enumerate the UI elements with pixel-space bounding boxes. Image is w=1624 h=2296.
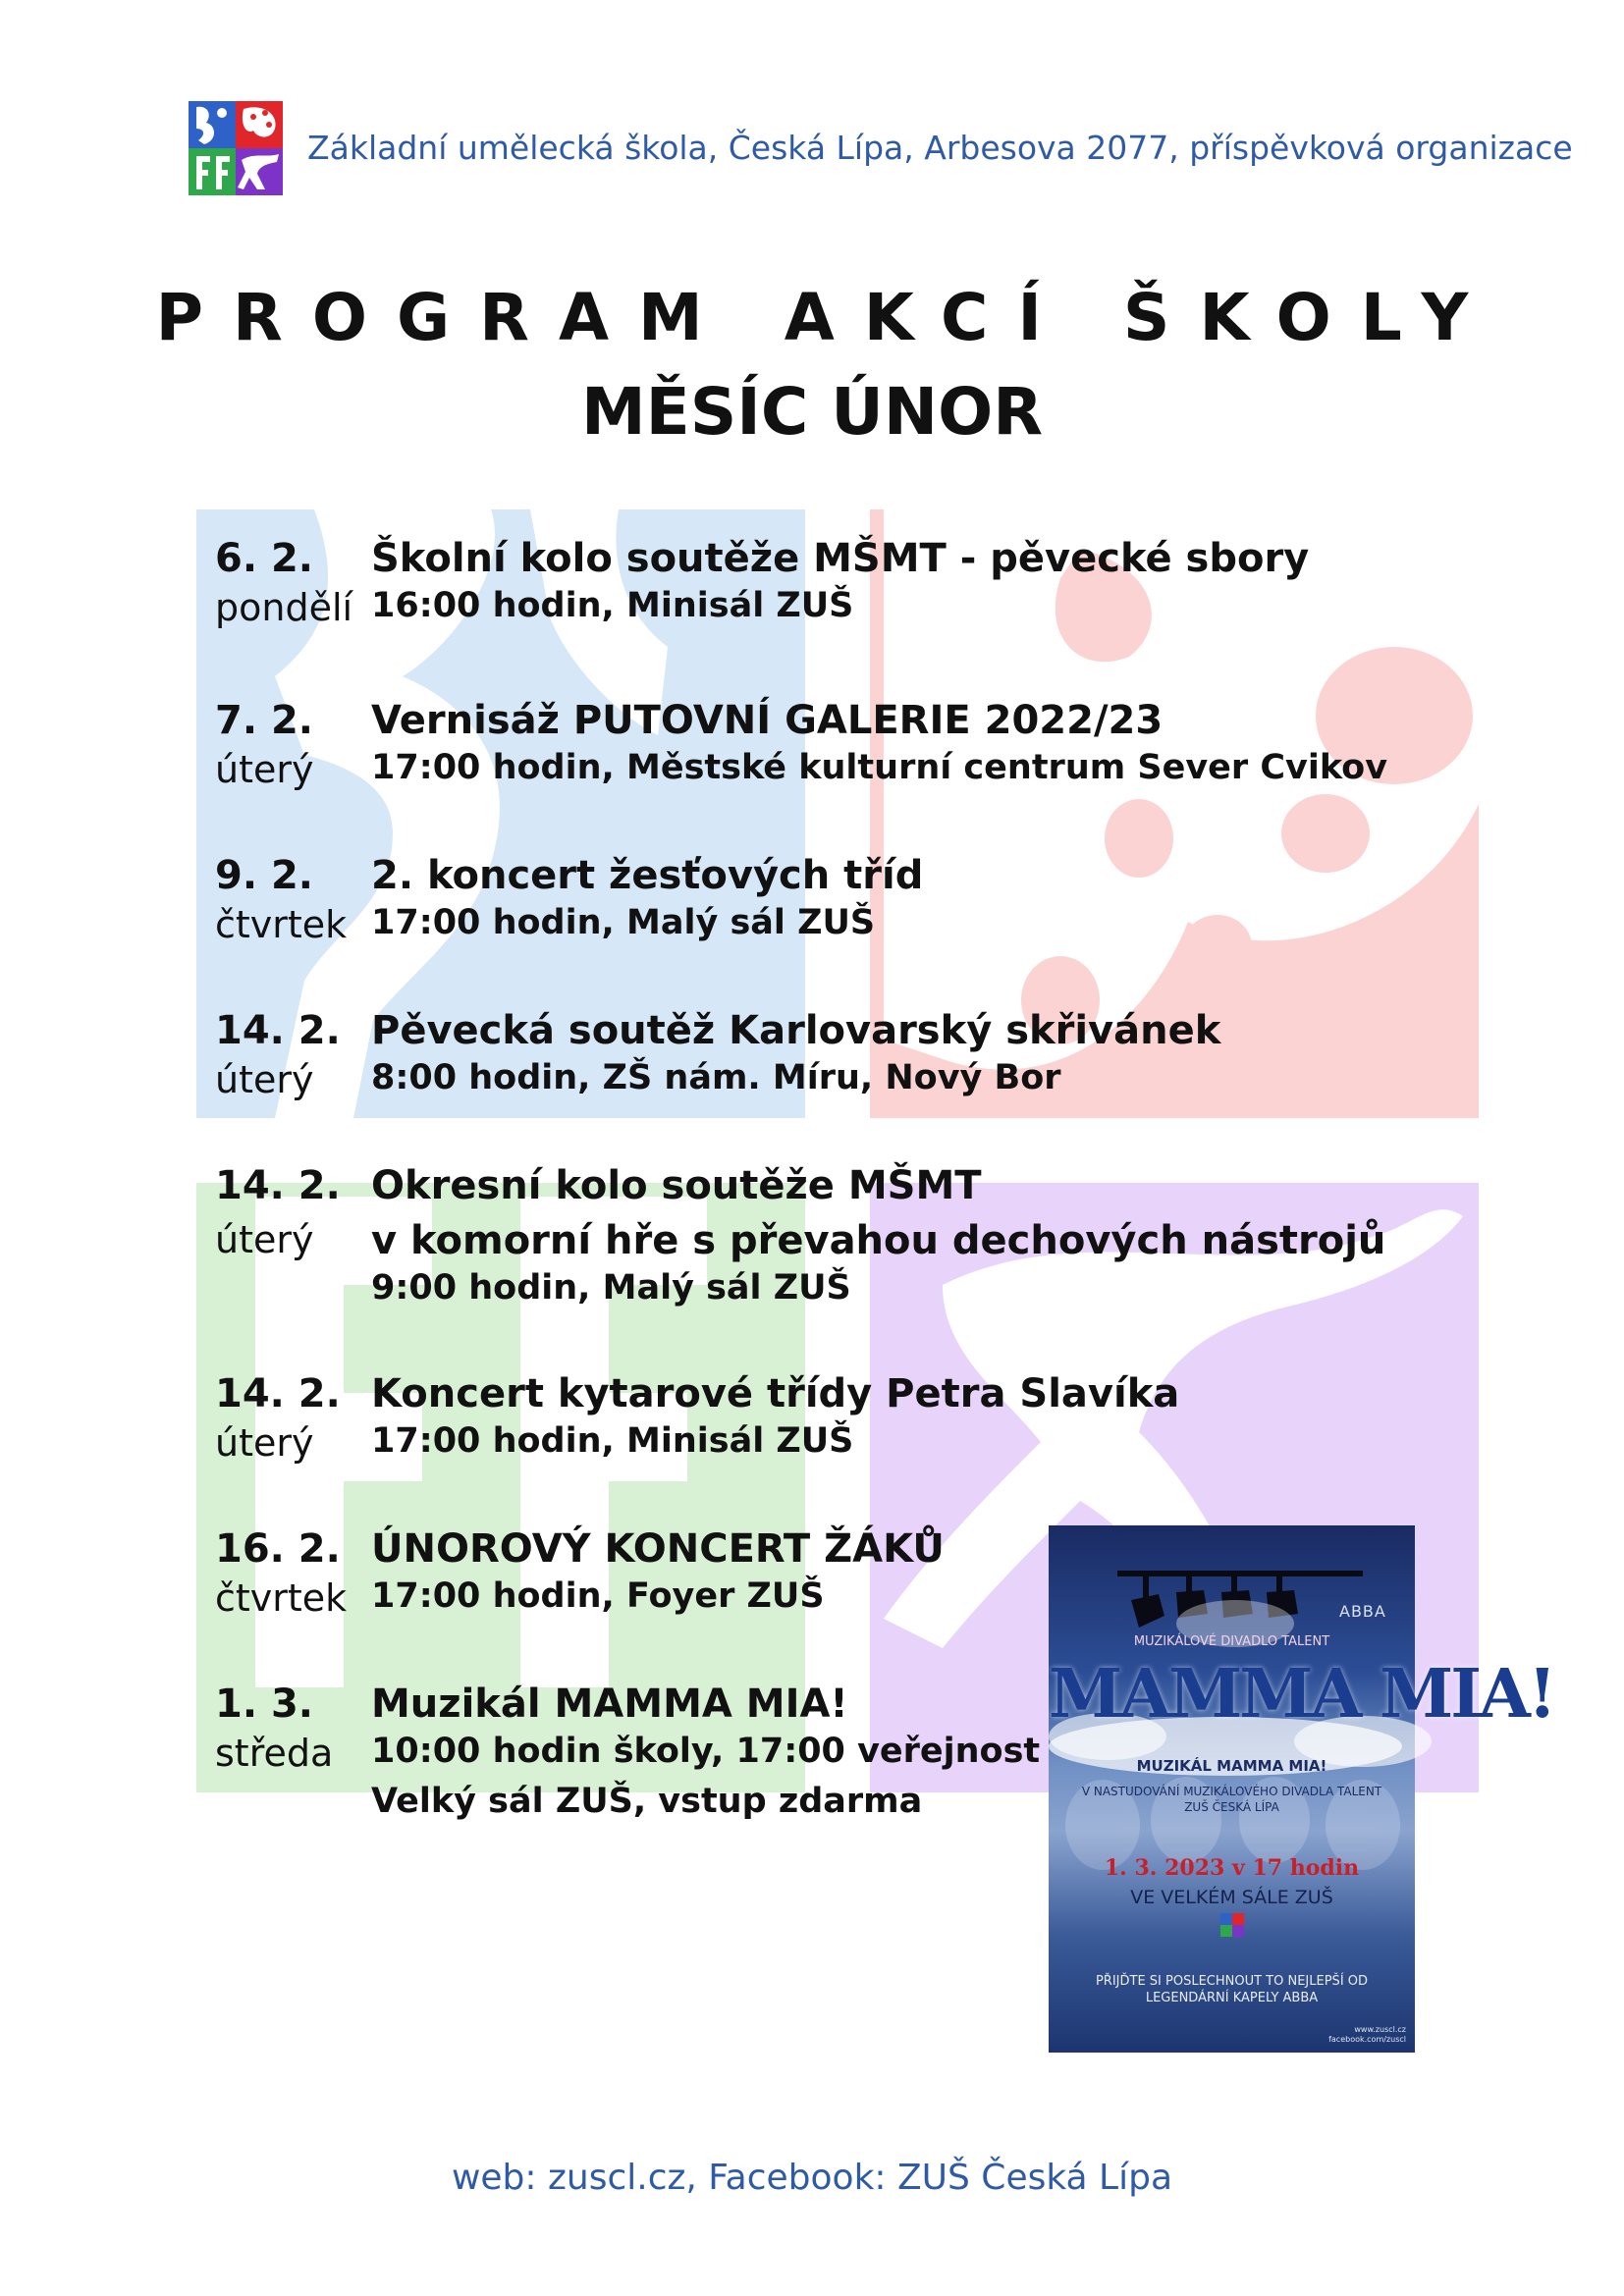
event-date: 14. 2. — [215, 1008, 341, 1053]
poster-abba-logo: ABBA — [1339, 1602, 1386, 1621]
event-date: 14. 2. — [215, 1371, 341, 1416]
event-date: 16. 2. — [215, 1526, 341, 1572]
poster-date: 1. 3. 2023 v 17 hodin — [1104, 1855, 1360, 1881]
event-date: 1. 3. — [215, 1682, 313, 1727]
event-title-line2: v komorní hře s převahou dechových nástrojů — [371, 1218, 1386, 1263]
event-title: ÚNOROVÝ KONCERT ŽÁKŮ — [371, 1526, 945, 1572]
event-day: středa — [215, 1732, 334, 1775]
event-day: čtvrtek — [215, 1576, 348, 1620]
event-title: Muzikál MAMMA MIA! — [371, 1682, 848, 1727]
page-subtitle: MĚSÍC ÚNOR — [580, 374, 1044, 450]
event-title: 2. koncert žesťových tříd — [371, 853, 924, 898]
event-detail: 17:00 hodin, Foyer ZUŠ — [371, 1576, 825, 1616]
event-date: 9. 2. — [215, 853, 313, 898]
footer-contact: web: zuscl.cz, Facebook: ZUŠ Česká Lípa — [451, 2158, 1173, 2198]
event-date: 14. 2. — [215, 1163, 341, 1208]
event-date: 7. 2. — [215, 698, 313, 743]
event-detail: Velký sál ZUŠ, vstup zdarma — [371, 1782, 923, 1821]
event-detail: 8:00 hodin, ZŠ nám. Míru, Nový Bor — [371, 1058, 1061, 1097]
event-day: pondělí — [215, 586, 353, 629]
poster-web-url: www.zuscl.cz — [1354, 2025, 1406, 2034]
event-item — [215, 1008, 1393, 1108]
event-detail: 17:00 hodin, Městské kulturní centrum Sever Cvikov — [371, 748, 1388, 787]
event-day: úterý — [215, 1218, 314, 1261]
poster-subtitle: MUZIKÁL MAMMA MIA! — [1136, 1757, 1327, 1775]
event-detail: 9:00 hodin, Malý sál ZUŠ — [371, 1268, 851, 1308]
event-day: čtvrtek — [215, 903, 348, 946]
school-name: Základní umělecká škola, Česká Lípa, Arbesova 2077, příspěvková organizace — [307, 129, 1573, 167]
school-logo-icon — [189, 101, 283, 195]
poster-facebook: facebook.com/zuscl — [1328, 2035, 1406, 2044]
poster-theatre: MUZIKÁLOVÉ DIVADLO TALENT — [1133, 1634, 1330, 1649]
event-title: Pěvecká soutěž Karlovarský skřivánek — [371, 1008, 1221, 1053]
page-title: PROGRAM AKCÍ ŠKOLY — [155, 280, 1498, 355]
event-detail: 17:00 hodin, Minisál ZUŠ — [371, 1421, 854, 1461]
event-item — [215, 536, 1393, 636]
event-detail: 10:00 hodin školy, 17:00 veřejnost — [371, 1732, 1041, 1771]
event-day: úterý — [215, 1058, 314, 1101]
event-title: Okresní kolo soutěže MŠMT — [371, 1163, 982, 1208]
event-title: Vernisáž PUTOVNÍ GALERIE 2022/23 — [371, 698, 1164, 743]
poster-web — [1308, 2025, 1406, 2045]
event-item — [215, 1371, 1393, 1471]
poster-invite: PŘIJĎTE SI POSLECHNOUT TO NEJLEPŠÍ OD LEGENDÁRNÍ KAPELY ABBA — [1095, 1974, 1369, 2005]
event-day: úterý — [215, 1421, 314, 1465]
poster-note: V NASTUDOVÁNÍ MUZIKÁLOVÉHO DIVADLA TALENT ZUŠ ČESKÁ LÍPA — [1081, 1785, 1382, 1814]
event-detail: 17:00 hodin, Malý sál ZUŠ — [371, 903, 876, 942]
event-item — [215, 698, 1393, 798]
event-title: Školní kolo soutěže MŠMT - pěvecké sbory — [371, 536, 1310, 581]
event-detail: 16:00 hodin, Minisál ZUŠ — [371, 586, 854, 625]
event-item — [215, 1163, 1393, 1318]
event-item — [215, 853, 1393, 953]
event-date: 6. 2. — [215, 536, 313, 581]
mamma-mia-poster — [1049, 1525, 1554, 2053]
poster-venue: VE VELKÉM SÁLE ZUŠ — [1130, 1887, 1333, 1908]
event-day: úterý — [215, 748, 314, 791]
event-title: Koncert kytarové třídy Petra Slavíka — [371, 1371, 1180, 1416]
poster-title: MAMMA MIA! — [1049, 1655, 1554, 1734]
